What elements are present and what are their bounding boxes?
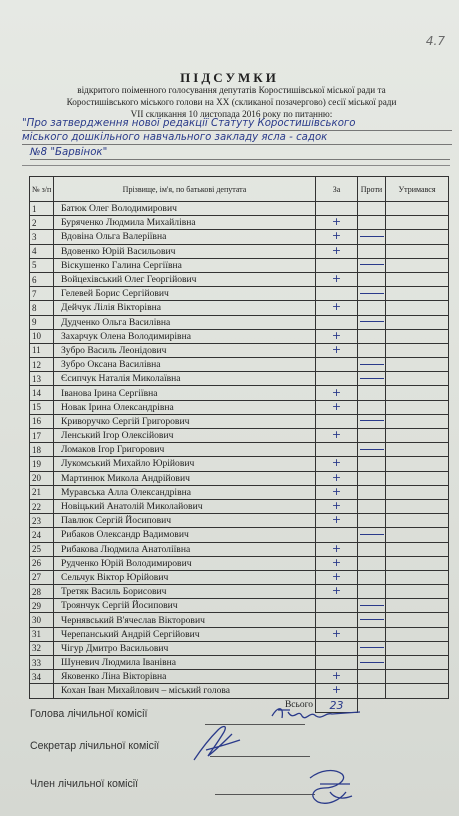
deputy-name: Іванова Ірина Сергіївна [54,386,316,400]
vote-abstain-cell [386,287,449,301]
vote-abstain-cell [386,457,449,471]
vote-against-cell [358,202,386,216]
vote-abstain-cell [386,414,449,428]
row-number [30,684,54,698]
dash-mark [360,647,384,648]
table-row [30,656,449,670]
table-row [30,329,449,343]
deputy-name: Троянчук Сергій Йосипович [54,599,316,613]
col-name-header: Прізвище, ім'я, по батькові депутата [54,177,316,202]
vote-abstain-cell [386,258,449,272]
deputy-name: Криворучко Сергій Григорович [54,414,316,428]
vote-abstain-cell [386,542,449,556]
vote-for-cell [316,457,358,471]
vote-against-cell [358,329,386,343]
vote-against-cell [358,386,386,400]
commission-secretary-label: Секретар лічильної комісії [30,740,160,752]
row-number: 24 [30,528,54,542]
deputy-name: Чернявський В'ячеслав Вікторович [54,613,316,627]
vote-against-cell [358,499,386,513]
vote-abstain-cell [386,358,449,372]
vote-against-cell [358,528,386,542]
plus-mark: + [331,627,342,640]
dash-mark [360,236,384,237]
voting-table [29,176,449,713]
commission-head-label: Голова лічильної комісії [30,708,148,720]
vote-for-cell [316,684,358,698]
deputy-name: Батюк Олег Володимирович [54,202,316,216]
vote-for-cell [316,230,358,244]
plus-mark: + [331,229,342,243]
deputy-name: Кохан Іван Михайлович – міський голова [54,684,316,698]
row-number: 11 [30,343,54,357]
vote-for-cell [316,202,358,216]
vote-against-cell [358,627,386,641]
vote-abstain-cell [386,202,449,216]
vote-against-cell [358,542,386,556]
deputy-name: Яковенко Ліна Вікторівна [54,670,316,684]
vote-abstain-cell [386,570,449,584]
blank-rule [22,165,450,166]
table-row [30,485,449,499]
table-row [30,386,449,400]
table-row [30,542,449,556]
dash-mark [360,534,384,535]
vote-against-cell [358,585,386,599]
row-number: 19 [30,457,54,471]
table-row [30,670,449,684]
vote-abstain-cell [386,372,449,386]
table-row [30,301,449,315]
vote-for-cell [316,372,358,386]
table-row [30,613,449,627]
table-row [30,528,449,542]
document-title: ПІДСУМКИ [180,70,279,85]
deputy-name: Сельчук Віктор Юрійович [54,570,316,584]
plus-mark: + [331,570,342,583]
row-number: 7 [30,287,54,301]
vote-abstain-cell [386,244,449,258]
vote-against-cell [358,556,386,570]
col-against-header: Проти [358,177,386,202]
vote-against-cell [358,641,386,655]
plus-mark: + [331,456,342,470]
vote-for-cell [316,471,358,485]
plus-mark: + [331,556,342,569]
row-number: 20 [30,471,54,485]
plus-mark: + [331,244,342,257]
deputy-name: Павлюк Сергій Йосипович [54,514,316,528]
commission-head-signature [268,702,368,728]
table-row [30,372,449,386]
total-label: Всього [284,700,313,711]
table-row [30,272,449,286]
subtitle-line-2: Коростишівського міського голови на XX (скликаної позачергово) сесії міської ради [66,97,397,107]
vote-for-cell [316,287,358,301]
table-row [30,641,449,655]
deputy-name: Ленський Ігор Олексійович [54,429,316,443]
table-row [30,429,449,443]
plus-mark: + [331,428,342,442]
dash-mark [360,662,384,663]
deputy-name: Гелевей Борис Сергійович [54,287,316,301]
row-number: 3 [30,230,54,244]
question-line-1: "Про затвердження нової редакції Статуту Коростишівського [22,117,452,131]
row-number: 21 [30,485,54,499]
vote-for-cell [316,613,358,627]
table-row [30,400,449,414]
table-row [30,471,449,485]
table-row [30,414,449,428]
plus-mark: + [331,329,342,342]
row-number: 22 [30,499,54,513]
dash-mark [360,364,384,365]
vote-for-cell [316,641,358,655]
table-row [30,202,449,216]
vote-for-cell [316,656,358,670]
corner-note: 4.7 [425,34,445,48]
row-number: 8 [30,301,54,315]
table-body [30,202,449,699]
vote-abstain-cell [386,216,449,230]
row-number: 17 [30,429,54,443]
vote-abstain-cell [386,485,449,499]
table-row [30,287,449,301]
deputy-name: Буряченко Людмила Михайлівна [54,216,316,230]
vote-for-cell [316,514,358,528]
vote-abstain-cell [386,499,449,513]
vote-for-cell [316,216,358,230]
vote-against-cell [358,443,386,457]
row-number: 29 [30,599,54,613]
vote-for-cell [316,627,358,641]
commission-member-signature [300,762,360,808]
plus-mark: + [331,499,342,513]
subtitle-line-3: VII скликання 10 листопада 2016 року по питанню: [130,109,333,119]
row-number: 18 [30,443,54,457]
deputy-name: Зубро Оксана Василівна [54,358,316,372]
table-row [30,499,449,513]
dash-mark [360,619,384,620]
plus-mark: + [331,215,342,229]
vote-against-cell [358,358,386,372]
vote-against-cell [358,656,386,670]
question-line-3: №8 "Барвінок" [30,146,450,160]
vote-for-cell [316,670,358,684]
vote-against-cell [358,684,386,698]
row-number: 6 [30,272,54,286]
row-number: 9 [30,315,54,329]
vote-against-cell [358,272,386,286]
vote-for-cell [316,414,358,428]
plus-mark: + [331,485,342,498]
vote-against-cell [358,485,386,499]
deputy-name: Рибакова Людмила Анатоліївна [54,542,316,556]
document-subtitle [12,84,451,120]
deputy-name: Мартинюк Микола Андрійович [54,471,316,485]
row-number: 34 [30,670,54,684]
deputy-name: Новіцький Анатолій Миколайович [54,499,316,513]
row-number: 1 [30,202,54,216]
table-row [30,570,449,584]
vote-against-cell [358,613,386,627]
vote-against-cell [358,570,386,584]
dash-mark [360,378,384,379]
table-row [30,599,449,613]
vote-for-cell [316,542,358,556]
vote-for-cell [316,301,358,315]
subtitle-line-1: відкритого поіменного голосування депутатів Коростишівської міської ради та [77,85,386,95]
vote-against-cell [358,230,386,244]
deputy-name: Віскушенко Галина Сергіївна [54,258,316,272]
vote-for-cell [316,570,358,584]
vote-against-cell [358,216,386,230]
row-number: 33 [30,656,54,670]
vote-for-cell [316,358,358,372]
commission-secretary-signature [188,720,248,764]
row-number: 13 [30,372,54,386]
vote-for-cell [316,329,358,343]
vote-abstain-cell [386,301,449,315]
deputy-name: Дудченко Ольга Василівна [54,315,316,329]
row-number: 12 [30,358,54,372]
vote-for-cell [316,599,358,613]
vote-against-cell [358,599,386,613]
vote-against-cell [358,244,386,258]
table-row [30,443,449,457]
plus-mark: + [331,513,342,527]
commission-member-label: Член лічильної комісії [30,778,139,790]
vote-abstain-cell [386,556,449,570]
vote-for-cell [316,585,358,599]
vote-for-cell [316,556,358,570]
table-row [30,258,449,272]
table-row [30,358,449,372]
vote-abstain-cell [386,471,449,485]
vote-for-cell [316,272,358,286]
plus-mark: + [331,300,342,314]
vote-abstain-cell [386,641,449,655]
vote-against-cell [358,315,386,329]
vote-abstain-cell [386,656,449,670]
table-row [30,457,449,471]
vote-against-cell [358,301,386,315]
deputy-name: Муравська Алла Олександрівна [54,485,316,499]
vote-for-cell [316,386,358,400]
col-for-header: За [316,177,358,202]
col-num-header: № з/п [30,177,54,202]
vote-abstain-cell [386,400,449,414]
vote-abstain-cell [386,429,449,443]
table-row [30,585,449,599]
row-number: 16 [30,414,54,428]
deputy-name: Вдовенко Юрій Васильович [54,244,316,258]
question-line-2: міського дошкільного навчального закладу ясла - садок [22,131,452,145]
row-number: 32 [30,641,54,655]
dash-mark [360,605,384,606]
vote-for-cell [316,485,358,499]
table-row [30,230,449,244]
dash-mark [360,321,384,322]
plus-mark: + [331,584,342,598]
vote-abstain-cell [386,684,449,698]
deputy-name: Лукомський Михайло Юрійович [54,457,316,471]
deputy-name: Зубро Василь Леонідович [54,343,316,357]
deputy-name: Єсипчук Наталія Миколаївна [54,372,316,386]
vote-against-cell [358,429,386,443]
vote-against-cell [358,457,386,471]
table-row [30,244,449,258]
deputy-name: Вдовіна Ольга Валеріївна [54,230,316,244]
vote-abstain-cell [386,670,449,684]
vote-for-cell [316,400,358,414]
deputy-name: Войцехівський Олег Георгійович [54,272,316,286]
vote-abstain-cell [386,315,449,329]
row-number: 23 [30,514,54,528]
vote-abstain-cell [386,585,449,599]
vote-for-cell [316,258,358,272]
vote-for-cell [316,528,358,542]
vote-against-cell [358,414,386,428]
vote-abstain-cell [386,599,449,613]
vote-abstain-cell [386,329,449,343]
table-row [30,556,449,570]
row-number: 31 [30,627,54,641]
deputy-name: Новак Ірина Олександрівна [54,400,316,414]
vote-for-cell [316,315,358,329]
row-number: 10 [30,329,54,343]
row-number: 27 [30,570,54,584]
vote-for-cell [316,443,358,457]
deputy-name: Третяк Василь Борисович [54,585,316,599]
vote-for-cell [316,343,358,357]
table-row [30,514,449,528]
row-number: 15 [30,400,54,414]
table-row [30,315,449,329]
vote-against-cell [358,471,386,485]
deputy-name: Черепанський Андрій Сергійович [54,627,316,641]
row-number: 25 [30,542,54,556]
row-number: 2 [30,216,54,230]
deputy-name: Ломаков Ігор Григорович [54,443,316,457]
plus-mark: + [331,272,342,286]
vote-for-cell [316,499,358,513]
row-number: 4 [30,244,54,258]
deputy-name: Шуневич Людмила Іванівна [54,656,316,670]
vote-for-cell [316,429,358,443]
vote-against-cell [358,258,386,272]
plus-mark: + [331,669,342,683]
deputy-name: Захарчук Олена Володимирівна [54,329,316,343]
plus-mark: + [331,385,342,399]
deputy-name: Рудченко Юрій Володимирович [54,556,316,570]
vote-abstain-cell [386,272,449,286]
dash-mark [360,449,384,450]
dash-mark [360,264,384,265]
row-number: 26 [30,556,54,570]
deputy-name: Чігур Дмитро Васильович [54,641,316,655]
table-row [30,627,449,641]
vote-against-cell [358,343,386,357]
total-value: 23 [316,698,358,712]
vote-abstain-cell [386,443,449,457]
vote-abstain-cell [386,528,449,542]
table-row [30,343,449,357]
row-number: 14 [30,386,54,400]
vote-abstain-cell [386,343,449,357]
vote-against-cell [358,287,386,301]
vote-abstain-cell [386,627,449,641]
table-row [30,684,449,698]
vote-for-cell [316,244,358,258]
plus-mark: + [331,343,342,356]
deputy-name: Рибаков Олександр Вадимович [54,528,316,542]
vote-against-cell [358,372,386,386]
row-number: 30 [30,613,54,627]
row-number: 28 [30,585,54,599]
col-abstain-header: Утримався [386,177,449,202]
vote-abstain-cell [386,514,449,528]
table-row [30,216,449,230]
table-header-row [30,177,449,202]
plus-mark: + [331,400,342,413]
plus-mark: + [331,471,342,484]
dash-mark [360,420,384,421]
plus-mark: + [331,683,342,697]
vote-against-cell [358,514,386,528]
vote-against-cell [358,670,386,684]
deputy-name: Дейчук Лілія Вікторівна [54,301,316,315]
dash-mark [360,293,384,294]
vote-abstain-cell [386,613,449,627]
vote-abstain-cell [386,230,449,244]
row-number: 5 [30,258,54,272]
vote-against-cell [358,400,386,414]
vote-abstain-cell [386,386,449,400]
plus-mark: + [331,542,342,555]
